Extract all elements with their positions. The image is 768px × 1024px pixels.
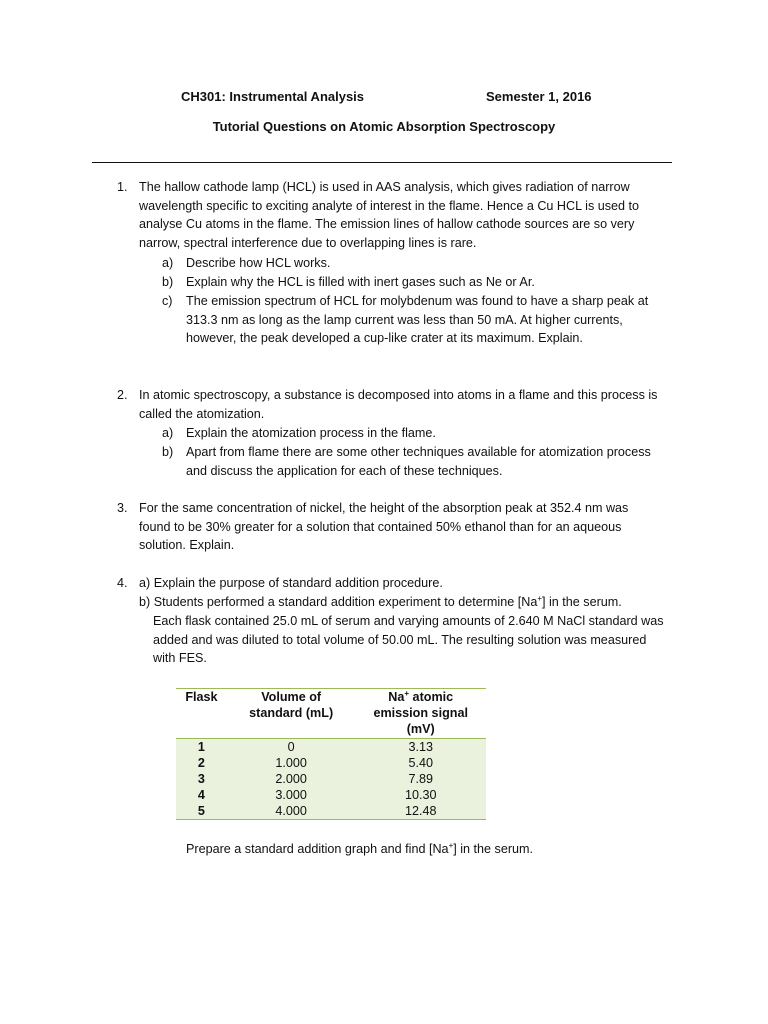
question-1c-label: c) [162, 294, 173, 308]
table-row [176, 803, 486, 820]
table-row [176, 739, 486, 756]
question-2-text [139, 386, 679, 423]
cell-signal: 10.30 [355, 787, 486, 803]
final-instruction-after: ] in the serum. [453, 842, 534, 856]
final-instruction [186, 840, 680, 859]
table-row [176, 771, 486, 787]
header-volume [227, 689, 356, 739]
standard-addition-table [176, 688, 486, 820]
question-1-line: wavelength specific to exciting analyte of interest in the flame. Hence a Cu HCL is used to [139, 198, 640, 213]
cell-signal: 7.89 [355, 771, 486, 787]
question-1c-line: 313.3 nm as long as the lamp current was less than 50 mA. At higher currents, [186, 312, 623, 327]
question-1-number: 1. [117, 180, 128, 194]
question-4b-before: b) Students performed a standard addition experiment to determine [Na [139, 595, 538, 609]
semester-label: Semester 1, 2016 [486, 89, 592, 104]
header-signal-line: emission signal [373, 706, 468, 720]
cell-volume: 3.000 [227, 787, 356, 803]
header-signal-line [357, 689, 484, 705]
table-row [176, 755, 486, 771]
question-4b-line: with FES. [153, 651, 207, 665]
question-4a-text: a) Explain the purpose of standard addition procedure. [139, 576, 443, 590]
cell-flask: 1 [176, 739, 227, 756]
question-2-line: In atomic spectroscopy, a substance is decomposed into atoms in a flame and this process is [139, 388, 658, 402]
cell-flask: 3 [176, 771, 227, 787]
question-3-text [139, 499, 679, 555]
header-volume-line: standard (mL) [249, 706, 334, 720]
question-2b-text [186, 443, 680, 480]
cell-volume: 4.000 [227, 803, 356, 820]
header-signal-sup: + [404, 688, 410, 698]
question-4b-line: Each flask contained 25.0 mL of serum and varying amounts of 2.640 M NaCl standard was [153, 614, 664, 628]
final-instruction-before: Prepare a standard addition graph and find [Na [186, 842, 449, 856]
question-2b-line: Apart from flame there are some other techniques available for atomization process [186, 445, 651, 459]
cell-flask: 4 [176, 787, 227, 803]
header-signal-rest: atomic [409, 690, 454, 704]
header-flask: Flask [176, 689, 227, 739]
question-1-text [139, 178, 679, 252]
question-4-number: 4. [117, 576, 128, 590]
question-1b-text: Explain why the HCL is filled with inert gases such as Ne or Ar. [186, 275, 535, 289]
question-3-number: 3. [117, 501, 128, 515]
question-1c-line: The emission spectrum of HCL for molybdenum was found to have a sharp peak at [186, 294, 649, 308]
question-4b-line: added and was diluted to total volume of 50.00 mL. The resulting solution was measured [153, 632, 647, 647]
header-volume-line: Volume of [261, 690, 322, 704]
question-3-line: solution. Explain. [139, 538, 235, 552]
cell-volume: 1.000 [227, 755, 356, 771]
header-signal-line: (mV) [406, 722, 435, 736]
question-2-line: called the atomization. [139, 406, 265, 421]
question-2b-label: b) [162, 445, 174, 459]
question-2a-label: a) [162, 426, 174, 440]
question-1-line: The hallow cathode lamp (HCL) is used in AAS analysis, which gives radiation of narrow [139, 180, 630, 194]
cell-volume: 0 [227, 739, 356, 756]
question-1-line: narrow, spectral interference due to overlapping lines is rare. [139, 235, 477, 250]
cell-volume: 2.000 [227, 771, 356, 787]
question-2b-line: and discuss the application for each of these techniques. [186, 463, 503, 478]
question-1c-text [186, 292, 680, 348]
question-1c-line: however, the peak developed a cup-like crater at its maximum. Explain. [186, 331, 583, 345]
cell-signal: 3.13 [355, 739, 486, 756]
question-2-number: 2. [117, 388, 128, 402]
course-title: CH301: Instrumental Analysis [181, 89, 365, 104]
cell-flask: 5 [176, 803, 227, 820]
cell-signal: 12.48 [355, 803, 486, 820]
document-subtitle: Tutorial Questions on Atomic Absorption Spectroscopy [212, 119, 556, 134]
cell-flask: 2 [176, 755, 227, 771]
cell-signal: 5.40 [355, 755, 486, 771]
question-2a-text: Explain the atomization process in the flame. [186, 426, 436, 440]
question-3-line: found to be 30% greater for a solution that contained 50% ethanol than for an aqueous [139, 519, 622, 534]
question-4b-continuation [153, 612, 683, 668]
question-1a-label: a) [162, 256, 174, 270]
header-signal [355, 689, 486, 739]
question-1b-label: b) [162, 275, 174, 289]
header-divider [92, 162, 672, 163]
table-row [176, 787, 486, 803]
table-header-row [176, 689, 486, 739]
question-4b-after: ] in the serum. [542, 595, 622, 609]
question-1-line: analyse Cu atoms in the flame. The emission lines of hallow cathode sources are so very [139, 217, 635, 231]
na-charge-superscript: + [537, 593, 542, 603]
final-na-superscript: + [448, 840, 454, 850]
question-4b-text [139, 593, 679, 612]
question-1a-text: Describe how HCL works. [186, 256, 331, 270]
question-3-line: For the same concentration of nickel, the height of the absorption peak at 352.4 nm was [139, 501, 629, 515]
header-signal-na: Na [388, 690, 405, 704]
